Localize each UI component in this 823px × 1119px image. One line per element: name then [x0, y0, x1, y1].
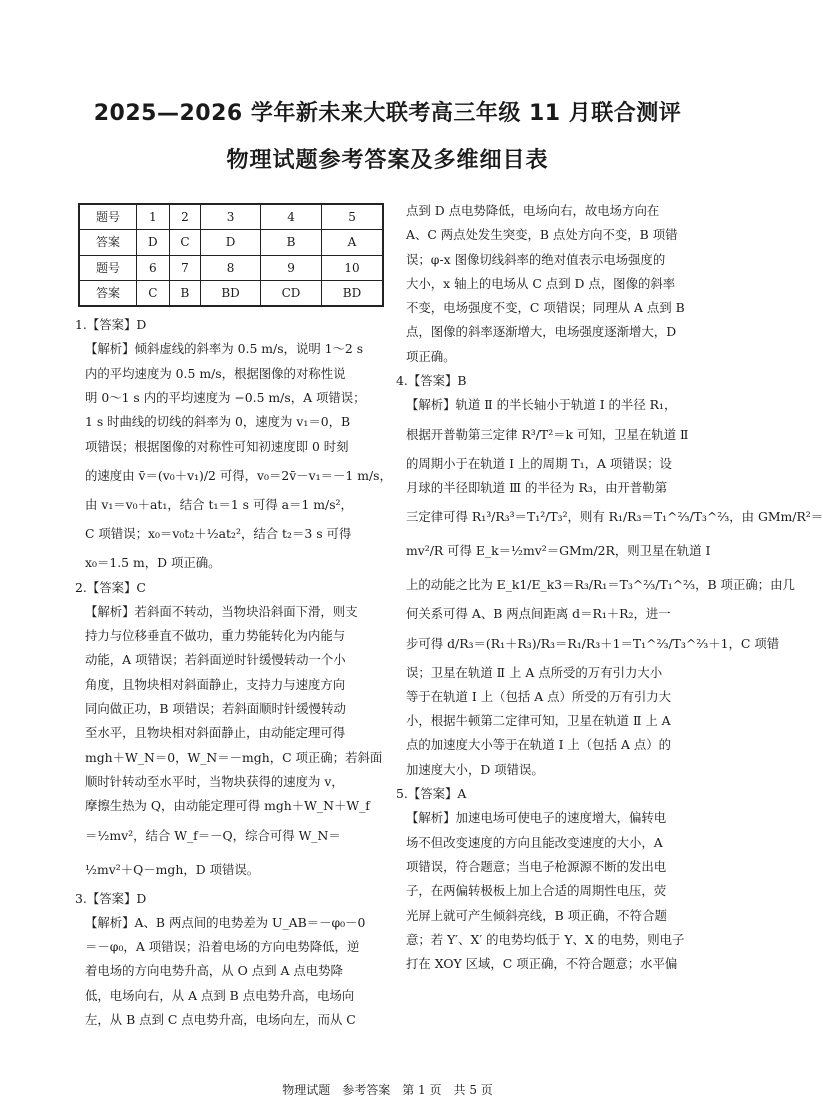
table-cell: 1 [137, 204, 170, 230]
table-row [79, 204, 383, 230]
text-line: 项错误，符合题意；当电子枪源源不断的发出电 [406, 858, 667, 874]
text-line: ＝½mv²，结合 W_f＝－Q，综合可得 W_N＝ [85, 827, 341, 843]
text-line: 【解析】轨道 Ⅱ 的半长轴小于轨道 Ⅰ 的半径 R₁， [406, 397, 677, 413]
text-line: 角度，且物块相对斜面静止，支持力与速度方向 [85, 676, 346, 692]
q2-explanation [75, 600, 389, 887]
text-line: A、C 两点处发生突变，B 点处方向不变，B 项错 [406, 227, 678, 243]
text-line: 【解析】加速电场可使电子的速度增大，偏转电 [406, 810, 667, 826]
table-cell: BD [201, 280, 261, 306]
text-line: 持力与位移垂直不做功，重力势能转化为内能与 [85, 628, 346, 644]
text-line: 低，电场向右，从 A 点到 B 点电势升高，电场向 [85, 987, 355, 1003]
text-line: 意；若 Y′、X′ 的电势均低于 Y、X 的电势，则电子 [406, 931, 685, 947]
text-line: 项错误；根据图像的对称性可知初速度即 0 时刻 [85, 438, 349, 454]
table-cell: B [169, 280, 200, 306]
text-line: C 项错误；x₀＝v₀t₂＋½at₂²，结合 t₂＝3 s 可得 [85, 526, 352, 542]
document-subtitle: 物理试题参考答案及多维细目表 [226, 148, 549, 173]
table-row [79, 255, 383, 280]
text-line: 明 0～1 s 内的平均速度为 −0.5 m/s，A 项错误； [85, 390, 366, 406]
text-line: 点的加速度大小等于在轨道 Ⅰ 上（包括 A 点）的 [406, 737, 672, 753]
document-title: 2025—2026 学年新未来大联考高三年级 11 月联合测评 [93, 101, 682, 126]
text-line: 至水平，且物块相对斜面静止，由动能定理可得 [85, 725, 346, 741]
text-line: 由 v₁＝v₀＋at₁，结合 t₁＝1 s 可得 a＝1 m/s²， [85, 496, 353, 512]
table-cell: 6 [137, 255, 170, 280]
table-cell: 9 [261, 255, 322, 280]
table-cell: C [169, 230, 200, 255]
text-line: 【解析】若斜面不转动，当物块沿斜面下滑，则支 [85, 603, 358, 619]
text-line: 步可得 d/R₃＝(R₁＋R₃)/R₃＝R₁/R₃＋1＝T₁^⅔/T₃^⅔＋1，C 项错 [406, 635, 780, 651]
q1-explanation [75, 337, 392, 575]
q3-answer-heading: 3.【答案】D [75, 890, 147, 906]
text-line: 上的动能之比为 E_k1/E_k3＝R₃/R₁＝T₃^⅔/T₁^⅔，B 项正确；由几 [406, 577, 795, 593]
right-column [396, 199, 823, 976]
table-cell: 答案 [79, 230, 137, 255]
text-line: ＝－φ₀，A 项错误；沿着电场的方向电势降低，逆 [85, 939, 360, 955]
table-cell: BD [322, 280, 383, 306]
table-cell: CD [261, 280, 322, 306]
table-cell: 4 [261, 204, 322, 230]
q1-answer-heading: 1.【答案】D [75, 317, 147, 333]
table-cell: 7 [169, 255, 200, 280]
text-line: 光屏上就可产生倾斜亮线，B 项正确，不符合题 [406, 907, 667, 923]
text-line: 动能，A 项错误；若斜面逆时针缓慢转动一个小 [85, 652, 346, 668]
left-column [75, 196, 392, 1032]
page-footer: 物理试题 参考答案 第 1 页 共 5 页 [282, 1083, 493, 1097]
text-line: 小，根据牛顿第二定律可知，卫星在轨道 Ⅱ 上 A [406, 713, 671, 729]
text-line: 【解析】倾斜虚线的斜率为 0.5 m/s，说明 1～2 s [85, 341, 364, 357]
text-line: 误；卫星在轨道 Ⅱ 上 A 点所受的万有引力大小 [406, 664, 663, 680]
table-cell: 8 [201, 255, 261, 280]
table-row [79, 230, 383, 255]
text-line: 着电场的方向电势升高，从 O 点到 A 点电势降 [85, 963, 343, 979]
text-line: 【解析】A、B 两点间的电势差为 U_AB＝－φ₀－0 [85, 914, 366, 930]
q4-explanation [396, 393, 823, 782]
text-line: x₀＝1.5 m，D 项正确。 [85, 555, 221, 571]
table-cell: A [322, 230, 383, 255]
q3-explanation [75, 911, 389, 1032]
text-line: 误；φ-x 图像切线斜率的绝对值表示电场强度的 [406, 251, 666, 267]
text-line: 同向做正功，B 项错误；若斜面顺时针缓慢转动 [85, 701, 346, 717]
q5-explanation [396, 806, 706, 976]
text-line: 1 s 时曲线的切线的斜率为 0，速度为 v₁＝0，B [85, 414, 351, 430]
text-line: mv²/R 可得 E_k＝½mv²＝GMm/2R，则卫星在轨道 Ⅰ [406, 543, 711, 559]
table-cell: B [261, 230, 322, 255]
text-line: 子，在两偏转极板上加上合适的周期性电压，荧 [406, 883, 667, 899]
text-line: 内的平均速度为 0.5 m/s，根据图像的对称性说 [85, 365, 346, 381]
table-cell: D [201, 230, 261, 255]
table-row [79, 280, 383, 306]
table-cell: 答案 [79, 280, 137, 306]
table-cell: D [137, 230, 170, 255]
table-cell: 5 [322, 204, 383, 230]
table-cell: 题号 [79, 204, 137, 230]
text-line: 三定律可得 R₁³/R₃³＝T₁²/T₃²，则有 R₁/R₃＝T₁^⅔/T₃^⅔，由 GMm/R²＝ [406, 509, 823, 525]
text-line: 场不但改变速度的方向且能改变速度的大小，A [406, 834, 663, 850]
q2-answer-heading: 2.【答案】C [75, 579, 146, 595]
text-line: 等于在轨道 Ⅰ 上（包括 A 点）所受的万有引力大 [406, 688, 672, 704]
text-line: 的周期小于在轨道 Ⅰ 上的周期 T₁，A 项错误；设 [406, 455, 672, 471]
text-line: 摩擦生热为 Q，由动能定理可得 mgh＋W_N＋W_f [85, 798, 370, 814]
text-line: 的速度由 v̄＝(v₀＋v₁)/2 可得，v₀＝2v̄－v₁＝－1 m/s， [85, 467, 392, 483]
text-line: 点到 D 点电势降低，电场向右，故电场方向在 [406, 203, 660, 218]
q3-explanation-continued [396, 199, 706, 369]
text-line: 加速度大小，D 项错误。 [406, 761, 544, 777]
text-line: 月球的半径即轨道 Ⅲ 的半径为 R₃，由开普勒第 [406, 479, 668, 495]
text-line: 打在 XOY 区域，C 项正确，不符合题意；水平偏 [406, 956, 678, 972]
q4-answer-heading: 4.【答案】B [396, 373, 467, 389]
answer-table [78, 203, 384, 307]
text-line: 点，图像的斜率逐渐增大，电场强度逐渐增大，D [406, 324, 677, 340]
text-line: 根据开普勒第三定律 R³/T²＝k 可知，卫星在轨道 Ⅱ [406, 426, 689, 442]
table-cell: 题号 [79, 255, 137, 280]
text-line: 大小，x 轴上的电场从 C 点到 D 点，图像的斜率 [406, 275, 676, 291]
text-line: 项正确。 [406, 348, 456, 364]
text-line: 何关系可得 A、B 两点间距离 d＝R₁＋R₂，进一 [406, 606, 671, 622]
text-line: 左，从 B 点到 C 点电势升高，电场向左，而从 C [85, 1012, 356, 1028]
table-cell: 10 [322, 255, 383, 280]
text-line: 不变，电场强度不变，C 项错误；同理从 A 点到 B [406, 300, 685, 316]
text-line: ½mv²＋Q－mgh，D 项错误。 [85, 861, 260, 877]
q5-answer-heading: 5.【答案】A [396, 786, 467, 802]
text-line: 顺时针转动至水平时，当物块获得的速度为 v， [85, 773, 344, 789]
text-line: mgh＋W_N＝0，W_N＝－mgh，C 项正确；若斜面 [85, 749, 383, 765]
table-cell: 2 [169, 204, 200, 230]
table-cell: C [137, 280, 170, 306]
table-cell: 3 [201, 204, 261, 230]
